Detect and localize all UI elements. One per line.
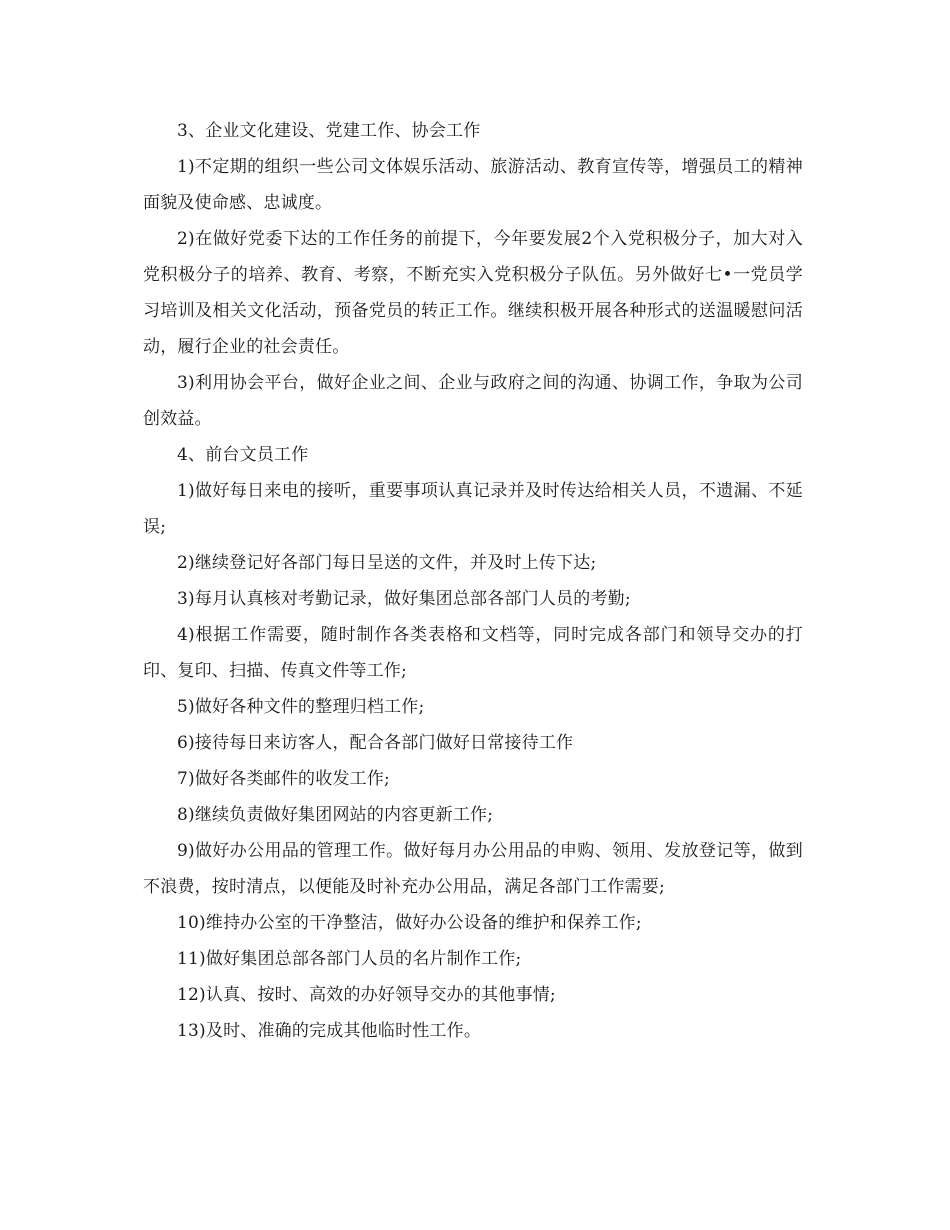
- paragraph: 3)利用协会平台，做好企业之间、企业与政府之间的沟通、协调工作，争取为公司创效益。: [143, 373, 803, 429]
- paragraph: 1)做好每日来电的接听，重要事项认真记录并及时传达给相关人员，不遗漏、不延误;: [143, 481, 803, 537]
- paragraph: 12)认真、按时、高效的办好领导交办的其他事情;: [177, 985, 556, 1005]
- paragraph: 2)继续登记好各部门每日呈送的文件，并及时上传下达;: [177, 553, 597, 573]
- paragraph: 4)根据工作需要，随时制作各类表格和文档等，同时完成各部门和领导交办的打印、复印、扫描、传真文件等工作;: [143, 625, 803, 681]
- paragraph: 13)及时、准确的完成其他临时性工作。: [177, 1021, 482, 1041]
- paragraph: 3)每月认真核对考勤记录，做好集团总部各部门人员的考勤;: [177, 589, 631, 609]
- paragraph: 2)在做好党委下达的工作任务的前提下，今年要发展2个入党积极分子，加大对入党积极分子的培养、教育、考察，不断充实入党积极分子队伍。另外做好七•一党员学习培训及相关文化活动，预备党员的转正工作。继续积极开展各种形式的送温暖慰问活动，履行企业的社会责任。: [143, 229, 803, 357]
- paragraph: 5)做好各种文件的整理归档工作;: [177, 697, 425, 717]
- document-body: [143, 113, 803, 1049]
- paragraph: 11)做好集团总部各部门人员的名片制作工作;: [177, 949, 522, 969]
- paragraph: 9)做好办公用品的管理工作。做好每月办公用品的申购、领用、发放登记等，做到不浪费，按时清点，以便能及时补充办公用品，满足各部门工作需要;: [143, 841, 803, 897]
- paragraph: 8)继续负责做好集团网站的内容更新工作;: [177, 805, 494, 825]
- section-heading-culture: 3、企业文化建设、党建工作、协会工作: [177, 121, 481, 141]
- section-heading-front-desk: 4、前台文员工作: [177, 445, 309, 465]
- paragraph: 6)接待每日来访客人，配合各部门做好日常接待工作: [177, 733, 574, 753]
- paragraph: 10)维持办公室的干净整洁，做好办公设备的维护和保养工作;: [177, 913, 642, 933]
- paragraph: 1)不定期的组织一些公司文体娱乐活动、旅游活动、教育宣传等，增强员工的精神面貌及使命感、忠诚度。: [143, 157, 803, 213]
- paragraph: 7)做好各类邮件的收发工作;: [177, 769, 390, 789]
